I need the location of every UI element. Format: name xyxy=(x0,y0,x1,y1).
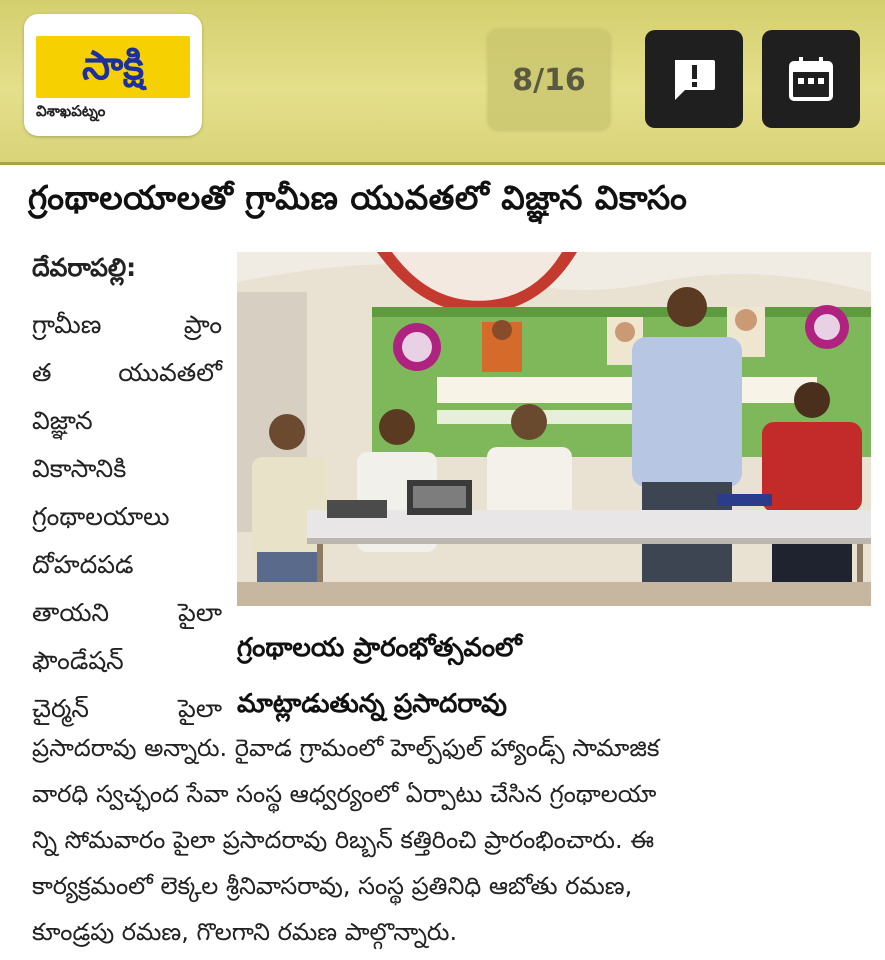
photo-caption xyxy=(237,620,877,732)
article-body xyxy=(32,725,862,955)
caption-line: గ్రంథాలయ ప్రారంభోత్సవంలో xyxy=(237,633,522,663)
feedback-button[interactable] xyxy=(645,30,743,128)
article-dateline: దేవరాపల్లి: xyxy=(32,253,137,282)
word: యువతలో xyxy=(118,358,222,387)
logo-title: సాక్షి xyxy=(81,43,145,89)
calendar-button[interactable] xyxy=(762,30,860,128)
word: దోహదపడ xyxy=(32,550,134,579)
calendar-icon xyxy=(786,54,836,104)
body-line: వారధి స్వచ్ఛంద సేవా సంస్థ ఆధ్వర్యంలో ఏర్పాటు చేసిన గ్రంథాలయా xyxy=(32,780,657,808)
caption-line: మాట్లాడుతున్న ప్రసాదరావు xyxy=(237,689,507,719)
article-headline: గ్రంథాలయాలతో గ్రామీణ యువతలో విజ్ఞాన వికాసం xyxy=(28,178,688,217)
word: వికాసానికి xyxy=(32,454,127,483)
word: గ్రంథాలయాలు xyxy=(32,502,170,531)
word: త xyxy=(32,358,52,387)
body-line: కార్యక్రమంలో లెక్కల శ్రీనివాసరావు, సంస్థ ప్రతినిధి ఆబోతు రమణ, xyxy=(32,872,633,900)
comment-alert-icon xyxy=(669,54,719,104)
page-indicator[interactable]: 8/16 xyxy=(488,30,610,130)
word: పైలా xyxy=(178,694,222,723)
word: విజ్ఞాన xyxy=(32,406,93,435)
event-photo-illustration xyxy=(237,252,871,606)
left-line xyxy=(32,349,222,397)
article-left-column xyxy=(32,301,222,733)
word: ఫౌండేషన్ xyxy=(32,646,124,675)
word: తాయని xyxy=(32,598,110,627)
left-line xyxy=(32,445,222,493)
left-line xyxy=(32,397,222,445)
newspaper-logo[interactable] xyxy=(24,14,202,136)
article-photo[interactable] xyxy=(237,252,871,606)
left-line xyxy=(32,589,222,637)
left-line xyxy=(32,493,222,541)
body-line: ప్రసాదరావు అన్నారు. రైవాడ గ్రామంలో హెల్ప్‌ఫుల్ హ్యాండ్స్ సామాజిక xyxy=(32,734,660,762)
word: చైర్మన్ xyxy=(32,694,89,723)
app-header xyxy=(0,0,885,165)
left-line xyxy=(32,301,222,349)
logo-edition: విశాఖపట్నం xyxy=(36,102,106,120)
word: ప్రాం xyxy=(183,310,222,339)
word: గ్రామీణ xyxy=(32,310,102,339)
left-line xyxy=(32,637,222,685)
left-line xyxy=(32,541,222,589)
body-line: కూండ్రపు రమణ, గొలగాని రమణ పాల్గొన్నారు. xyxy=(32,918,458,946)
logo-banner xyxy=(36,36,190,98)
word: పైలా xyxy=(178,598,222,627)
body-line: న్ని సోమవారం పైలా ప్రసాదరావు రిబ్బన్ కత్తిరించి ప్రారంభించారు. ఈ xyxy=(32,826,655,854)
